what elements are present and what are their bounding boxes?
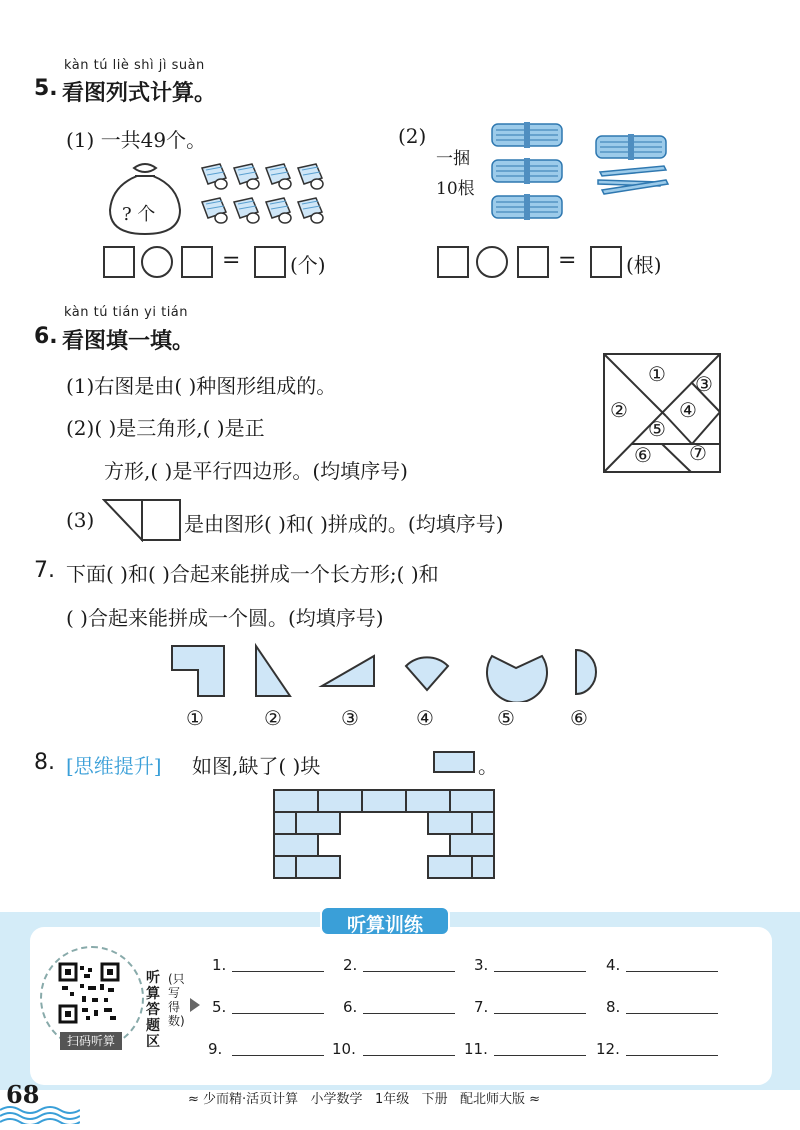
q6-line-3: 方形,( )是平行四边形。(均填序号) [104,459,408,483]
answer-label-12: 12. [596,1040,620,1058]
q5-part2-label: (2) [398,124,427,148]
tangram-label-2: ② [610,398,628,422]
q7-shapes [168,642,608,702]
answer-line-2[interactable] [363,970,455,972]
q5-unit-2: (根) [626,253,662,277]
qr-caption: 扫码听算 [60,1032,122,1050]
q5-result-box-1[interactable] [254,246,286,278]
wave-decoration [0,1104,80,1124]
answer-label-9: 9. [208,1040,223,1058]
footer-text: ≈ 少而精·活页计算 小学数学 1年级 下册 配北师大版 ≈ [188,1092,541,1107]
stick-bundles-icon [488,118,674,228]
answer-line-3[interactable] [494,970,586,972]
q6-number: 6. [34,324,58,349]
q5-part1-label: (1) 一共49个。 [66,128,207,152]
q6-line-2: (2)( )是三角形,( )是正 [66,416,265,440]
shape-label-6: ⑥ [570,706,588,730]
bundle-label-2: 10根 [436,179,475,199]
q7-number: 7. [34,558,55,583]
answer-label-7: 7. [474,998,489,1016]
answer-label-4: 4. [606,956,621,974]
answer-line-4[interactable] [626,970,718,972]
q8-tag: [思维提升] [66,754,162,778]
listening-banner-text: 听算训练 [346,914,423,936]
q6-pinyin: kàn tú tián yi tián [64,305,189,320]
q7-line-2: ( )合起来能拼成一个圆。(均填序号) [66,606,384,630]
answer-label-1: 1. [212,956,227,974]
q7-line-1: 下面( )和( )合起来能拼成一个长方形;( )和 [66,562,439,586]
q5-operator-circle-1[interactable] [141,246,173,278]
answer-area-note: (只写得数) [168,972,185,1028]
shape-label-2: ② [264,706,282,730]
q5-pinyin: kàn tú liè shì jì suàn [64,58,205,73]
answer-line-6[interactable] [363,1012,455,1014]
shape-6-semicircle [576,650,596,694]
q5-answer-box-3[interactable] [437,246,469,278]
q5-unit-1: (个) [290,253,326,277]
q6-line-4-prefix: (3) [66,508,95,532]
answer-area-label: 听算答题区 [146,970,160,1050]
q8-number: 8. [34,750,55,775]
answer-line-10[interactable] [363,1054,455,1056]
tangram-label-6: ⑥ [634,443,652,467]
bag-label: ? 个 [122,204,156,225]
brick-icon [433,751,475,773]
q5-operator-circle-2[interactable] [476,246,508,278]
q8-text: 如图,缺了( )块 [192,754,321,778]
answer-label-2: 2. [343,956,358,974]
q5-result-box-2[interactable] [590,246,622,278]
answer-line-5[interactable] [232,1012,324,1014]
shape-label-4: ④ [416,706,434,730]
answer-label-10: 10. [332,1040,356,1058]
q5-title: 看图列式计算。 [62,81,217,106]
answer-label-3: 3. [474,956,489,974]
q5-equals-1: = [222,248,241,273]
answer-label-5: 5. [212,998,227,1016]
tangram-label-5: ⑤ [648,417,666,441]
shape-1-l-shape [172,646,224,696]
shuttlecock-group-icon [196,160,330,228]
q5-answer-box-1[interactable] [103,246,135,278]
shape-2-right-triangle [256,646,290,696]
shape-label-3: ③ [341,706,359,730]
q5-equals-2: = [558,248,577,273]
answer-line-9[interactable] [232,1054,324,1056]
tangram-label-1: ① [648,362,666,386]
q6-line-4-text: 是由图形( )和( )拼成的。(均填序号) [184,512,504,536]
answer-line-7[interactable] [494,1012,586,1014]
qr-code-icon[interactable] [58,962,120,1024]
shape-4-sector [406,657,448,690]
shape-label-1: ① [186,706,204,730]
q8-text-end: 。 [478,754,498,778]
q6-title: 看图填一填。 [62,329,195,354]
page-number: 68 [6,1080,40,1109]
bundle-label-1: 一捆 [436,149,470,169]
answer-label-8: 8. [606,998,621,1016]
answer-label-6: 6. [343,998,358,1016]
tangram-label-3: ③ [695,372,713,396]
tangram-label-4: ④ [679,398,697,422]
answer-line-1[interactable] [232,970,324,972]
answer-line-11[interactable] [494,1054,586,1056]
q6-line-1: (1)右图是由( )种图形组成的。 [66,374,337,398]
q5-answer-box-4[interactable] [517,246,549,278]
tangram-label-7: ⑦ [689,441,707,465]
answer-label-11: 11. [464,1040,488,1058]
brick-wall-figure [272,788,496,882]
answer-line-8[interactable] [626,1012,718,1014]
arrow-icon [190,998,200,1012]
shape-3-triangle [322,656,374,686]
shape-5-pacman [487,656,547,702]
q5-answer-box-2[interactable] [181,246,213,278]
composite-shape-icon [102,498,182,542]
q5-number: 5. [34,76,58,101]
answer-line-12[interactable] [626,1054,718,1056]
shape-label-5: ⑤ [497,706,515,730]
